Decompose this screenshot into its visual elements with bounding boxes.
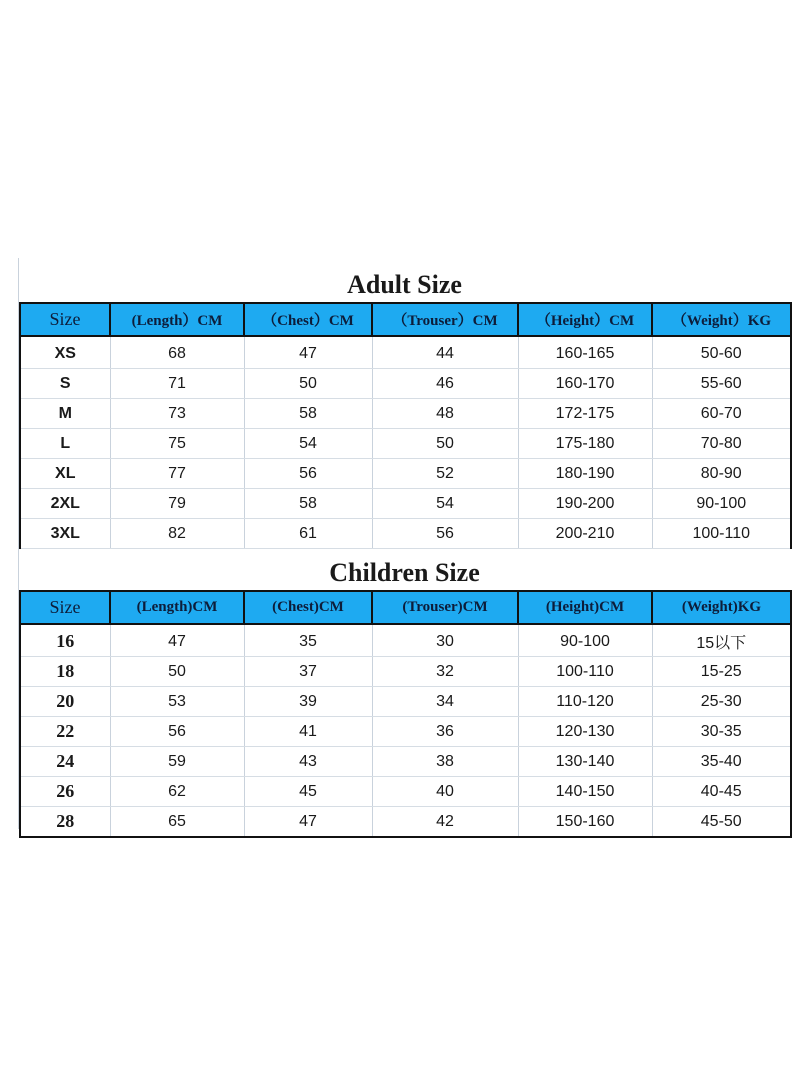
- measurement-cell: 60-70: [652, 399, 791, 429]
- adult-table-body: [20, 336, 791, 549]
- measurement-cell: 40: [372, 777, 518, 807]
- measurement-cell: 43: [244, 747, 372, 777]
- table-row: [20, 489, 791, 519]
- measurement-cell: 61: [244, 519, 372, 549]
- size-label-cell: 22: [20, 717, 110, 747]
- measurement-cell: 36: [372, 717, 518, 747]
- children-column-header: Size: [20, 591, 110, 624]
- measurement-cell: 38: [372, 747, 518, 777]
- measurement-cell: 58: [244, 489, 372, 519]
- children-column-header: (Weight)KG: [652, 591, 791, 624]
- measurement-cell: 59: [110, 747, 244, 777]
- measurement-cell: 40-45: [652, 777, 791, 807]
- measurement-cell: 44: [372, 336, 518, 369]
- size-chart: [18, 258, 790, 829]
- size-label-cell: 16: [20, 624, 110, 657]
- measurement-cell: 56: [110, 717, 244, 747]
- measurement-cell: 120-130: [518, 717, 652, 747]
- measurement-cell: 41: [244, 717, 372, 747]
- measurement-cell: 34: [372, 687, 518, 717]
- measurement-cell: 130-140: [518, 747, 652, 777]
- measurement-cell: 190-200: [518, 489, 652, 519]
- table-row: [20, 687, 791, 717]
- size-label-cell: S: [20, 369, 110, 399]
- measurement-cell: 35-40: [652, 747, 791, 777]
- adult-column-header: （Trouser）CM: [372, 303, 518, 336]
- measurement-cell: 77: [110, 459, 244, 489]
- measurement-cell: 54: [244, 429, 372, 459]
- measurement-cell: 90-100: [518, 624, 652, 657]
- size-label-cell: 2XL: [20, 489, 110, 519]
- table-row: [20, 777, 791, 807]
- measurement-cell: 30: [372, 624, 518, 657]
- measurement-cell: 55-60: [652, 369, 791, 399]
- measurement-cell: 75: [110, 429, 244, 459]
- measurement-cell: 50: [110, 657, 244, 687]
- children-column-header: (Chest)CM: [244, 591, 372, 624]
- measurement-cell: 200-210: [518, 519, 652, 549]
- adult-column-header: Size: [20, 303, 110, 336]
- measurement-cell: 80-90: [652, 459, 791, 489]
- children-size-table: [19, 590, 792, 838]
- table-row: [20, 657, 791, 687]
- table-row: [20, 717, 791, 747]
- adult-size-title: Adult Size: [347, 270, 462, 299]
- measurement-cell: 110-120: [518, 687, 652, 717]
- size-label-cell: 26: [20, 777, 110, 807]
- adult-column-header: （Weight）KG: [652, 303, 791, 336]
- measurement-cell: 180-190: [518, 459, 652, 489]
- measurement-cell: 79: [110, 489, 244, 519]
- measurement-cell: 82: [110, 519, 244, 549]
- measurement-cell: 56: [244, 459, 372, 489]
- size-label-cell: 3XL: [20, 519, 110, 549]
- adult-column-header: (Length）CM: [110, 303, 244, 336]
- measurement-cell: 150-160: [518, 807, 652, 838]
- measurement-cell: 48: [372, 399, 518, 429]
- measurement-cell: 42: [372, 807, 518, 838]
- measurement-cell: 30-35: [652, 717, 791, 747]
- measurement-cell: 45: [244, 777, 372, 807]
- measurement-cell: 54: [372, 489, 518, 519]
- measurement-cell: 25-30: [652, 687, 791, 717]
- children-column-header: (Trouser)CM: [372, 591, 518, 624]
- table-row: [20, 459, 791, 489]
- measurement-cell: 15-25: [652, 657, 791, 687]
- table-row: [20, 429, 791, 459]
- size-label-cell: 20: [20, 687, 110, 717]
- size-label-cell: 28: [20, 807, 110, 838]
- children-size-title: Children Size: [329, 558, 480, 587]
- measurement-cell: 68: [110, 336, 244, 369]
- children-header-row: [20, 591, 791, 624]
- measurement-cell: 160-170: [518, 369, 652, 399]
- adult-header-row: [20, 303, 791, 336]
- measurement-cell: 90-100: [652, 489, 791, 519]
- measurement-cell: 50-60: [652, 336, 791, 369]
- table-row: [20, 519, 791, 549]
- table-row: [20, 369, 791, 399]
- adult-column-header: （Chest）CM: [244, 303, 372, 336]
- table-row: [20, 624, 791, 657]
- measurement-cell: 15以下: [652, 624, 791, 657]
- measurement-cell: 58: [244, 399, 372, 429]
- measurement-cell: 70-80: [652, 429, 791, 459]
- measurement-cell: 39: [244, 687, 372, 717]
- measurement-cell: 62: [110, 777, 244, 807]
- measurement-cell: 35: [244, 624, 372, 657]
- size-label-cell: 18: [20, 657, 110, 687]
- measurement-cell: 50: [372, 429, 518, 459]
- measurement-cell: 172-175: [518, 399, 652, 429]
- size-label-cell: 24: [20, 747, 110, 777]
- measurement-cell: 73: [110, 399, 244, 429]
- measurement-cell: 50: [244, 369, 372, 399]
- measurement-cell: 37: [244, 657, 372, 687]
- size-label-cell: XS: [20, 336, 110, 369]
- children-table-body: [20, 624, 791, 837]
- measurement-cell: 71: [110, 369, 244, 399]
- table-row: [20, 747, 791, 777]
- children-column-header: (Length)CM: [110, 591, 244, 624]
- measurement-cell: 100-110: [652, 519, 791, 549]
- table-row: [20, 336, 791, 369]
- measurement-cell: 140-150: [518, 777, 652, 807]
- measurement-cell: 47: [244, 336, 372, 369]
- measurement-cell: 47: [244, 807, 372, 838]
- measurement-cell: 65: [110, 807, 244, 838]
- measurement-cell: 45-50: [652, 807, 791, 838]
- size-label-cell: M: [20, 399, 110, 429]
- table-row: [20, 807, 791, 838]
- measurement-cell: 160-165: [518, 336, 652, 369]
- measurement-cell: 46: [372, 369, 518, 399]
- adult-size-table: [19, 302, 792, 549]
- measurement-cell: 52: [372, 459, 518, 489]
- size-label-cell: L: [20, 429, 110, 459]
- adult-column-header: （Height）CM: [518, 303, 652, 336]
- children-column-header: (Height)CM: [518, 591, 652, 624]
- table-row: [20, 399, 791, 429]
- measurement-cell: 47: [110, 624, 244, 657]
- measurement-cell: 100-110: [518, 657, 652, 687]
- size-label-cell: XL: [20, 459, 110, 489]
- measurement-cell: 32: [372, 657, 518, 687]
- measurement-cell: 175-180: [518, 429, 652, 459]
- measurement-cell: 56: [372, 519, 518, 549]
- measurement-cell: 53: [110, 687, 244, 717]
